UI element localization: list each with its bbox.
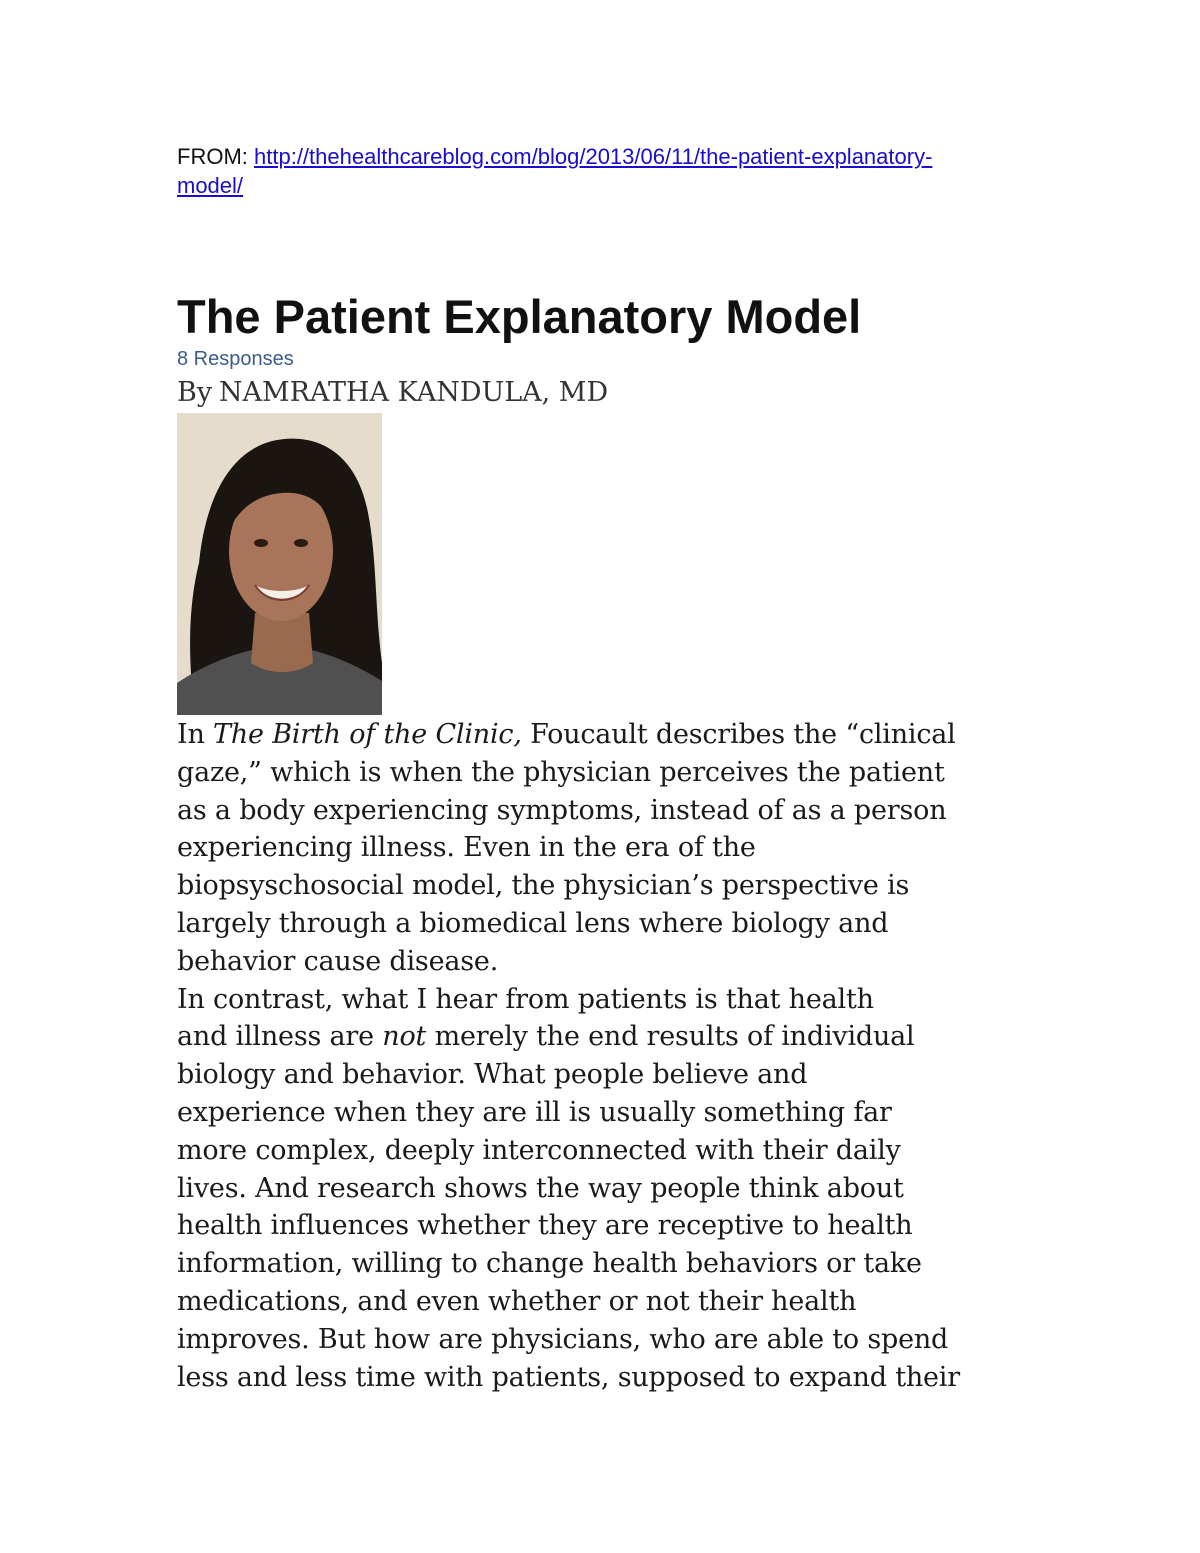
source-label: FROM: — [177, 144, 248, 169]
source-line — [177, 142, 1007, 200]
p2-line-3: biology and behavior. What people believe and — [177, 1059, 808, 1091]
p2-line-2 — [177, 1018, 1037, 1056]
p1-line-5: biopsyschosocial model, the physician’s perspective is — [177, 870, 910, 902]
p1-line-7: behavior cause disease. — [177, 945, 499, 977]
paragraph-1 — [177, 716, 1037, 981]
p2-line-9: medications, and even whether or not their health — [177, 1285, 857, 1317]
p2-line-10: improves. But how are physicians, who are able to spend — [177, 1323, 949, 1355]
photo-eye-right — [294, 539, 308, 547]
p2-line-7: health influences whether they are receptive to health — [177, 1210, 913, 1242]
photo-eye-left — [254, 539, 268, 547]
source-link[interactable] — [177, 144, 932, 198]
p1-line-4: experiencing illness. Even in the era of the — [177, 832, 756, 864]
p2-line-4: experience when they are ill is usually something far — [177, 1096, 892, 1128]
byline-by: By — [177, 377, 213, 408]
p2-line-5: more complex, deeply interconnected with their daily — [177, 1134, 901, 1166]
p2-line-1: In contrast, what I hear from patients is that health — [177, 983, 874, 1015]
author-name: NAMRATHA KANDULA, MD — [218, 377, 609, 408]
paragraph-2 — [177, 981, 1037, 1397]
p1-line-2: gaze,” which is when the physician perceives the patient — [177, 756, 945, 788]
p1-line-1-pre: In — [177, 719, 214, 750]
p2-line-2-post: merely the end results of individual — [426, 1021, 915, 1053]
source-link-line1: http://thehealthcareblog.com/blog/2013/06/11/the-patient-explanatory- — [254, 144, 933, 169]
p1-line-6: largely through a biomedical lens where biology and — [177, 907, 889, 939]
book-title: The Birth of the Clinic, — [213, 719, 522, 750]
byline — [177, 375, 608, 411]
p1-line-1 — [177, 716, 1037, 754]
responses-count: 8 Responses — [177, 348, 294, 370]
source-link-line2: model/ — [177, 173, 244, 198]
p2-line-11: less and less time with patients, supposed to expand their — [177, 1361, 960, 1393]
article-title: The Patient Explanatory Model — [177, 290, 862, 343]
author-photo — [177, 413, 382, 715]
p2-line-2-pre: and illness are — [177, 1021, 383, 1053]
p2-line-8: information, willing to change health behaviors or take — [177, 1248, 922, 1280]
p1-line-3: as a body experiencing symptoms, instead of as a person — [177, 794, 947, 826]
photo-neck — [251, 613, 313, 672]
p2-line-6: lives. And research shows the way people think about — [177, 1172, 904, 1204]
article-body — [177, 716, 1037, 1396]
emphasis-not: not — [382, 1021, 427, 1053]
p1-line-1-post: Foucault describes the “clinical — [521, 719, 956, 750]
